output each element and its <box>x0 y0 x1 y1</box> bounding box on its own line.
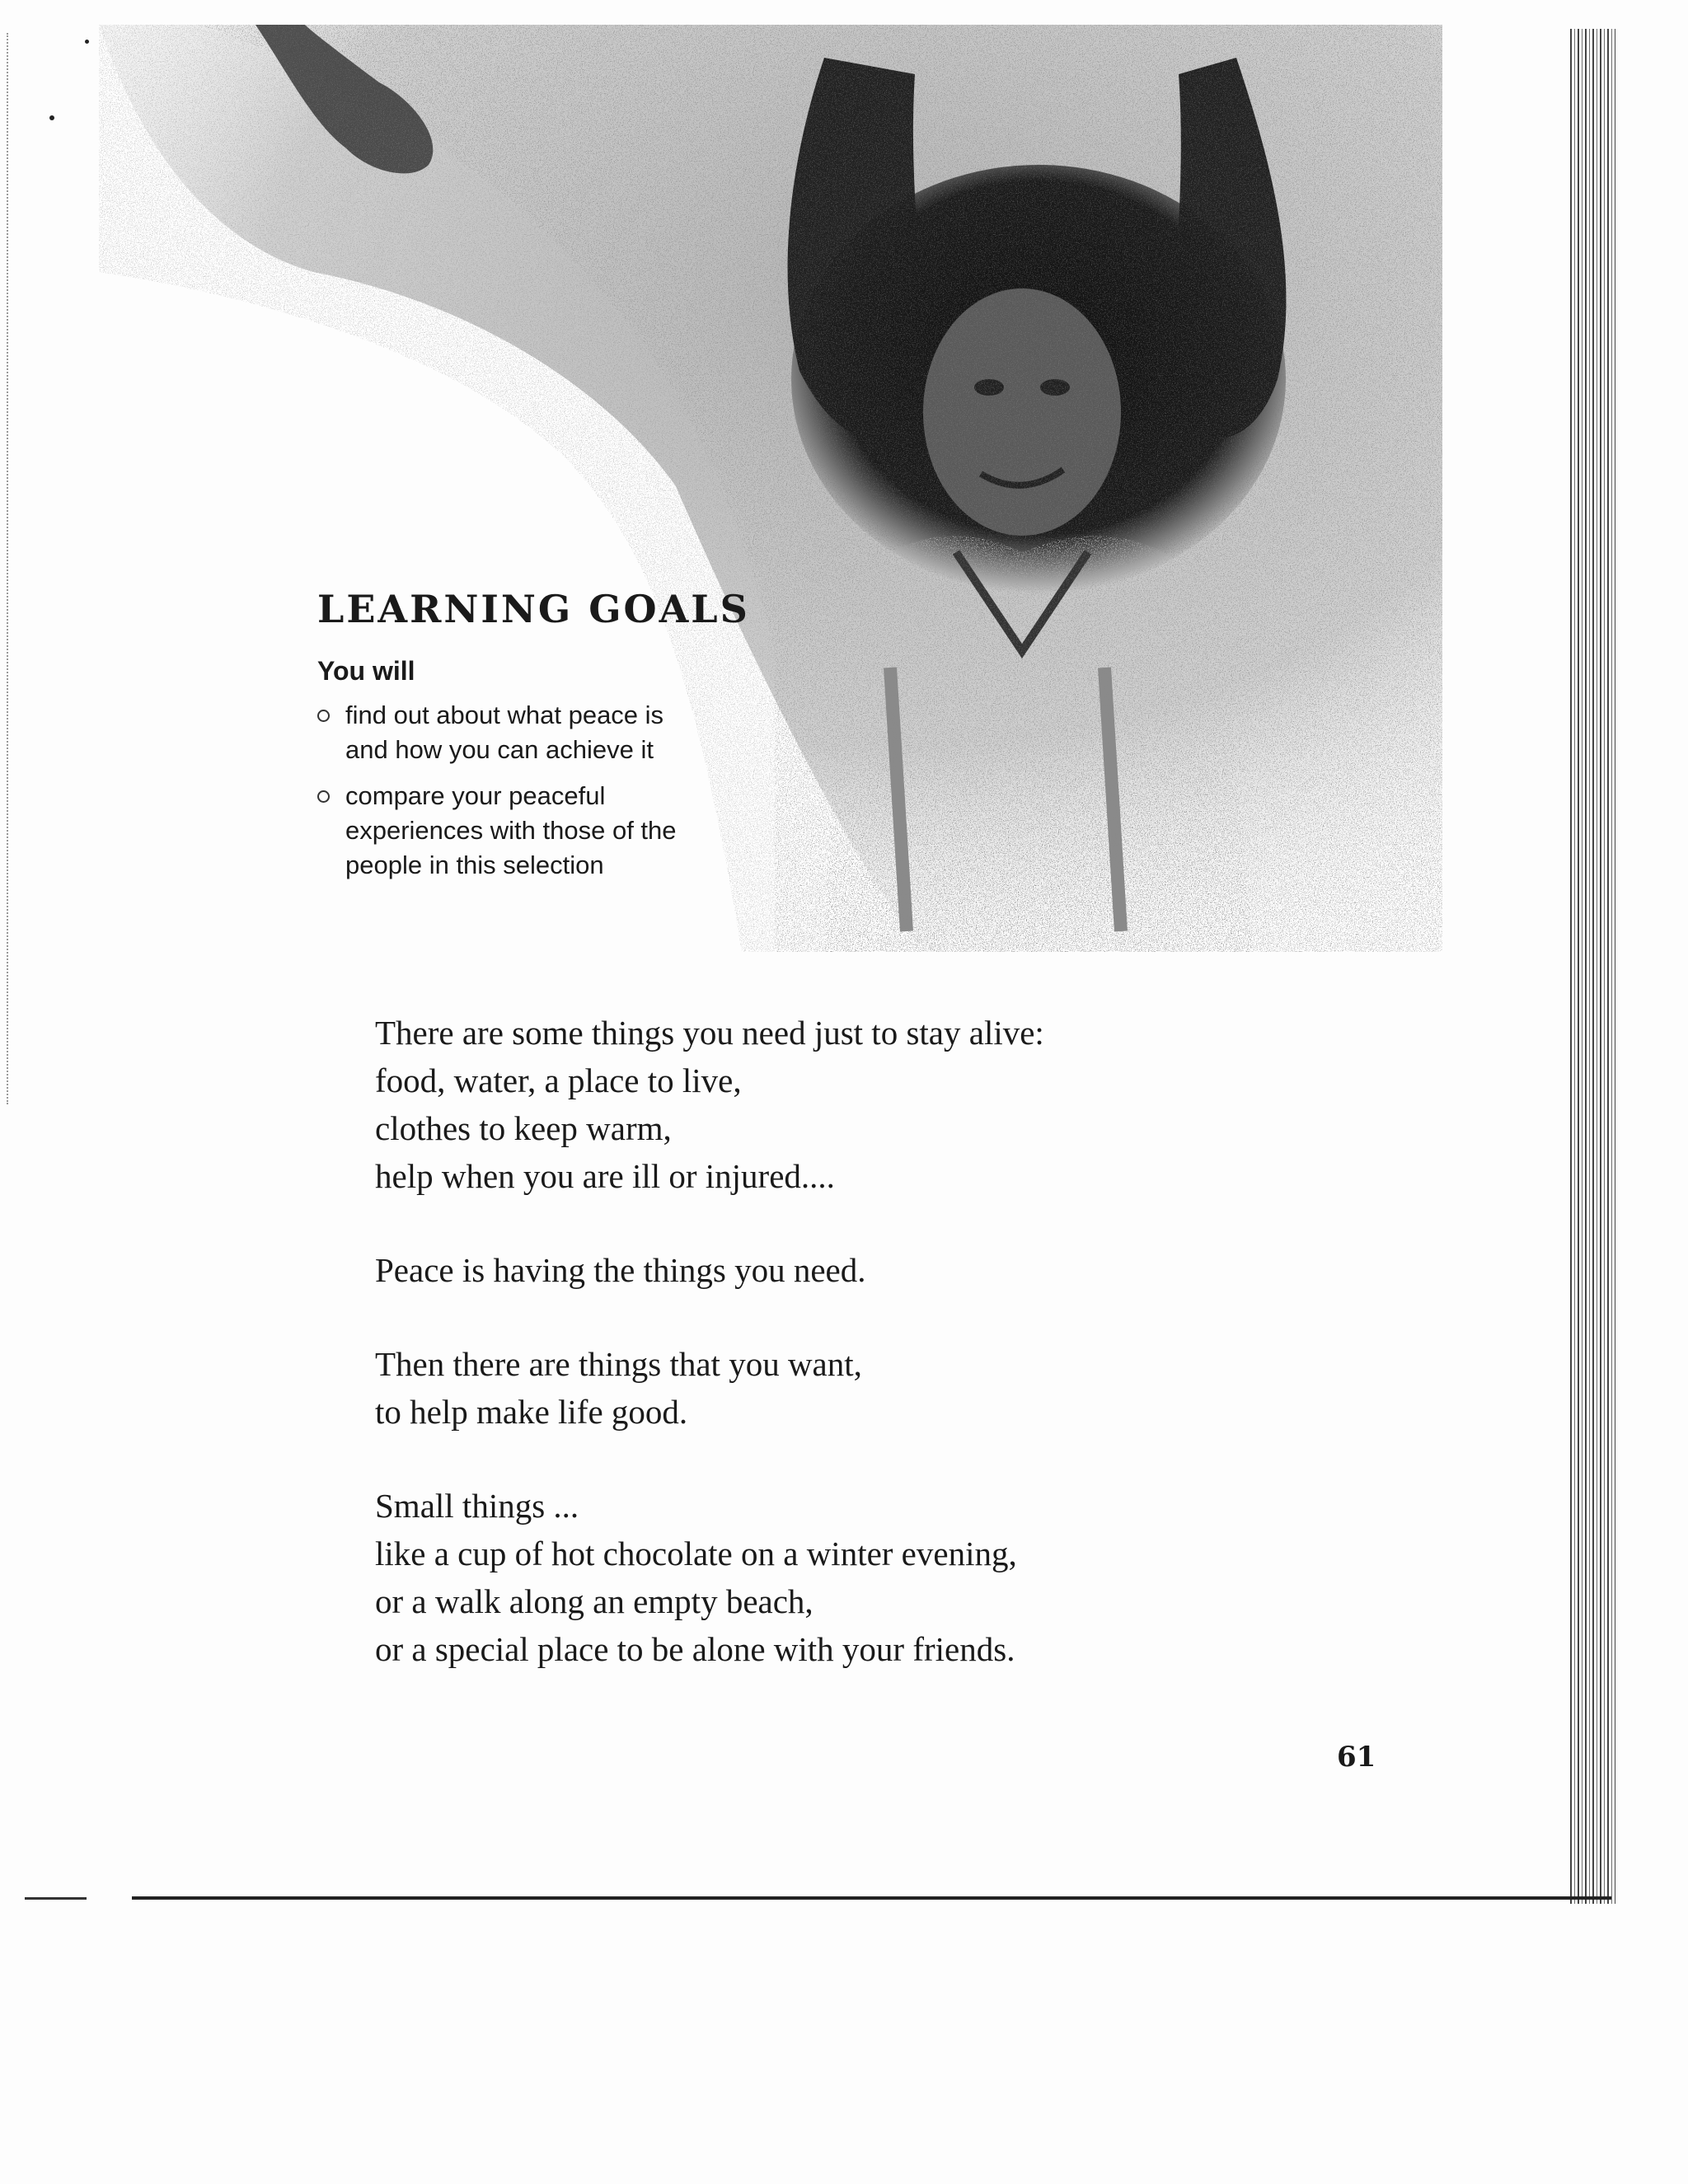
scan-speck <box>85 40 89 44</box>
poem-line: or a walk along an empty beach, <box>375 1582 814 1620</box>
poem-line: to help make life good. <box>375 1393 688 1431</box>
page-bottom-rule <box>132 1896 1611 1900</box>
page-number: 61 <box>1337 1741 1376 1774</box>
goal-line: and how you can achieve it <box>345 735 654 764</box>
poem-line: help when you are ill or injured.... <box>375 1157 835 1195</box>
learning-goals-subtitle: You will <box>317 656 415 686</box>
poem-line: Then there are things that you want, <box>375 1345 862 1383</box>
poem-line: like a cup of hot chocolate on a winter evening, <box>375 1535 1017 1572</box>
learning-goal-item <box>317 698 779 767</box>
poem-stanza <box>375 1246 1529 1294</box>
goal-line: compare your peaceful <box>345 781 606 810</box>
margin-mark <box>25 1897 87 1900</box>
poem-stanza <box>375 1340 1529 1436</box>
bullet-icon <box>317 790 330 803</box>
poem-line: or a special place to be alone with your friends. <box>375 1630 1015 1668</box>
scan-speck <box>49 115 54 120</box>
goal-line: people in this selection <box>345 851 604 879</box>
poem-line: Small things ... <box>375 1487 579 1525</box>
poem-line: clothes to keep warm, <box>375 1109 672 1147</box>
scan-margin-dots <box>7 33 10 1104</box>
bullet-icon <box>317 710 330 722</box>
poem-stanza <box>375 1482 1529 1673</box>
poem-stanza <box>375 1009 1529 1200</box>
learning-goal-item <box>317 779 779 883</box>
poem-line: There are some things you need just to stay alive: <box>375 1014 1044 1052</box>
poem-line: food, water, a place to live, <box>375 1062 742 1099</box>
goal-line: experiences with those of the <box>345 816 677 845</box>
poem-body <box>375 1009 1529 1719</box>
learning-goals-box <box>317 587 779 894</box>
book-spine <box>1570 29 1615 1904</box>
learning-goals-list <box>317 698 779 883</box>
poem-line: Peace is having the things you need. <box>375 1251 866 1289</box>
goal-line: find out about what peace is <box>345 701 664 729</box>
learning-goals-title: LEARNING GOALS <box>317 587 750 631</box>
